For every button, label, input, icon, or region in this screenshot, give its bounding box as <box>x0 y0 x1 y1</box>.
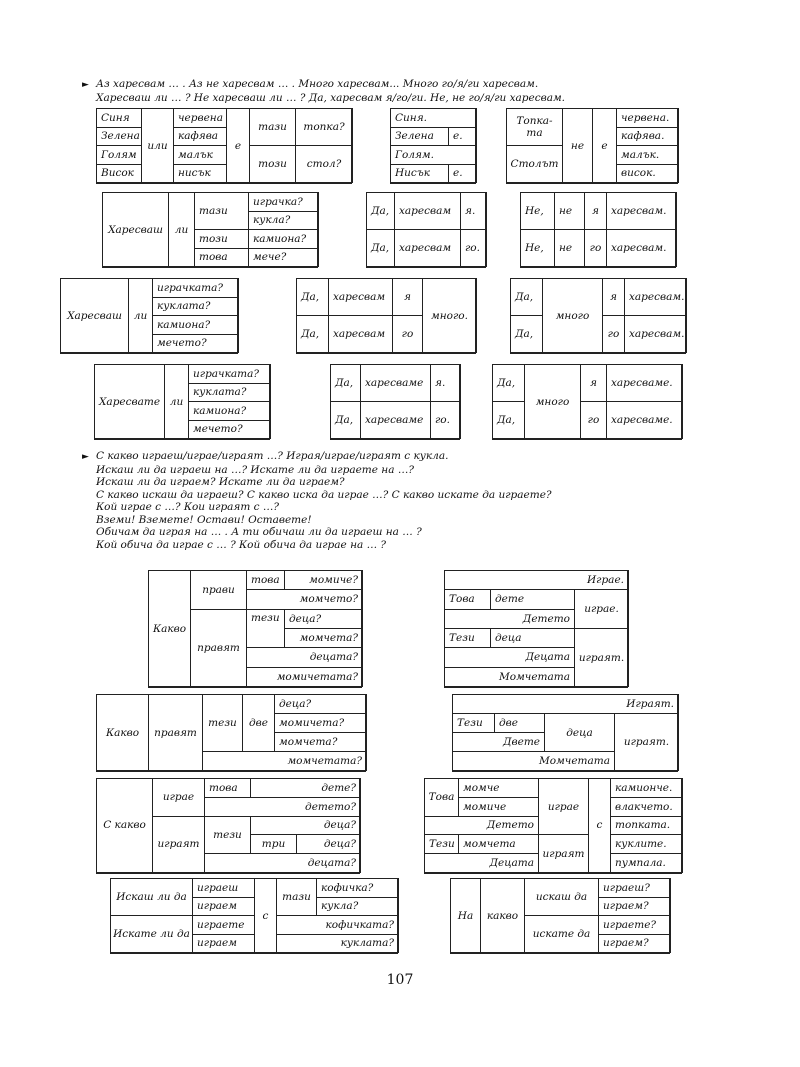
cell: играчка? <box>248 192 319 212</box>
cell: куклата? <box>188 383 271 403</box>
intro-line: Кой обича да играе с … ? Кой обича да играе на … ? <box>96 538 387 551</box>
cell: Висок <box>96 164 142 184</box>
section1-intro <box>82 78 565 104</box>
cell: искате да <box>524 915 599 953</box>
cell: е. <box>448 127 477 147</box>
cell: ли <box>128 278 153 353</box>
table-yes-much-plural <box>492 364 682 440</box>
cell: го <box>392 315 423 353</box>
cell: играем <box>192 934 255 954</box>
cell: Да, <box>492 364 525 402</box>
cell: червена. <box>616 108 679 128</box>
cell: кукла? <box>316 897 399 917</box>
cell: не <box>562 108 593 183</box>
cell: харесваме. <box>606 364 683 402</box>
cell: Детето <box>444 609 575 629</box>
table-negation <box>506 108 678 184</box>
cell: деца <box>490 628 575 648</box>
intro-line: Аз харесвам … . Аз не харесвам … . Много харесвам... Много го/я/ги харесвам. <box>96 78 539 90</box>
cell: харесвам <box>394 229 461 267</box>
cell: го. <box>430 401 461 439</box>
cell: нисък <box>173 164 227 184</box>
cell: деца? <box>296 834 361 854</box>
cell: не <box>554 229 585 267</box>
cell: много. <box>422 278 477 353</box>
cell: деца? <box>250 816 361 836</box>
cell: е <box>226 108 250 183</box>
cell: пумпала. <box>610 853 683 873</box>
cell: я <box>580 364 607 402</box>
cell: я <box>602 278 625 316</box>
cell: Какво <box>96 694 149 771</box>
cell: играят <box>152 816 205 873</box>
table-what-doing <box>148 570 362 688</box>
cell: играем? <box>598 934 671 954</box>
cell: Това <box>444 589 491 609</box>
cell: момчета? <box>274 732 367 752</box>
cell: червена <box>173 108 227 128</box>
cell: Да, <box>330 401 361 439</box>
intro-line: Харесваш ли … ? Не харесваш ли … ? Да, харесвам я/го/ги. Не, не го/я/ги харесвам. <box>96 91 566 104</box>
cell: играе. <box>574 589 629 629</box>
cell: Синя. <box>390 108 477 128</box>
cell: играеш <box>192 878 255 898</box>
cell: момчето? <box>246 589 363 609</box>
cell: това <box>204 778 251 798</box>
cell: ли <box>164 364 189 439</box>
cell: момчета <box>458 834 539 854</box>
cell: играете? <box>598 915 671 935</box>
cell: кофичката? <box>276 915 399 935</box>
cell: играчката? <box>152 278 239 298</box>
table-question-definite <box>60 278 238 354</box>
cell: харесвам. <box>624 315 687 353</box>
cell: децата? <box>204 853 361 873</box>
cell: Тези <box>424 834 459 854</box>
cell: Да, <box>330 364 361 402</box>
cell: правят <box>190 609 247 687</box>
cell: камионче. <box>610 778 683 798</box>
cell: играят. <box>574 628 629 687</box>
cell: с <box>588 778 611 873</box>
cell: Голям. <box>390 145 477 165</box>
cell: Искате ли да <box>110 915 193 953</box>
cell: харесвам <box>394 192 461 230</box>
cell: това <box>246 570 285 590</box>
table-plays <box>444 570 628 688</box>
cell: Момчетата <box>444 667 575 687</box>
cell: искаш да <box>524 878 599 916</box>
cell: Искаш ли да <box>110 878 193 916</box>
table-on-what <box>450 878 670 954</box>
table-question-plural <box>94 364 270 440</box>
table-question-li <box>102 192 318 268</box>
cell: куклите. <box>610 834 683 854</box>
triangle-bullet-icon: ► <box>82 80 89 90</box>
cell: мече? <box>248 248 319 268</box>
cell: я. <box>460 192 487 230</box>
table-yes-plural <box>330 364 460 440</box>
cell: го <box>602 315 625 353</box>
intro-line: С какво искаш да играеш? С какво иска да играе …? С какво искате да играете? <box>96 488 552 501</box>
cell: момчетата? <box>202 751 367 771</box>
table-play-with <box>424 778 682 874</box>
cell: Да, <box>296 278 329 316</box>
intro-line: Искаш ли да играем? Искате ли да играем? <box>96 476 345 488</box>
cell: харесвам <box>328 315 393 353</box>
cell: харесвам. <box>606 229 677 267</box>
cell: На <box>450 878 481 953</box>
cell: правят <box>148 694 203 771</box>
cell: момичетата? <box>246 667 363 687</box>
cell: с <box>254 878 277 953</box>
cell: Момчетата <box>452 751 615 771</box>
cell: Тези <box>452 713 495 733</box>
cell: топка? <box>295 108 353 146</box>
cell: го <box>580 401 607 439</box>
cell: три <box>250 834 297 854</box>
cell: камиона? <box>188 401 271 421</box>
cell: играем? <box>598 897 671 917</box>
cell: Харесваш <box>60 278 129 353</box>
cell: малък <box>173 145 227 165</box>
cell: кофичка? <box>316 878 399 898</box>
cell: Децата <box>424 853 539 873</box>
cell: деца? <box>274 694 367 714</box>
cell: камиона? <box>248 229 319 249</box>
cell: Да, <box>366 192 395 230</box>
table-play-two <box>452 694 678 772</box>
cell: е. <box>448 164 477 184</box>
cell: играе <box>152 778 205 817</box>
cell: много <box>524 364 581 439</box>
cell: харесваме. <box>606 401 683 439</box>
intro-line: Искаш ли да играеш на …? Искате ли да играете на …? <box>96 463 414 476</box>
cell: Не, <box>520 192 555 230</box>
intro-line: Вземи! Вземете! Остави! Оставете! <box>96 513 312 526</box>
cell: кафява. <box>616 127 679 147</box>
page-number: 107 <box>386 972 414 988</box>
table-color-size <box>96 108 352 184</box>
cell: момче <box>458 778 539 798</box>
cell: Зелена <box>96 127 142 147</box>
cell: мечето? <box>188 420 271 440</box>
triangle-bullet-icon: ► <box>82 452 89 462</box>
table-short-answer <box>390 108 476 184</box>
cell: Да, <box>296 315 329 353</box>
cell: прави <box>190 570 247 610</box>
intro-line: Кой играе с …? Кои играят с …? <box>96 501 280 513</box>
cell: Това <box>424 778 459 817</box>
cell: тези <box>246 609 285 649</box>
cell: го. <box>460 229 487 267</box>
cell: не <box>554 192 585 230</box>
table-want-to-play <box>110 878 398 954</box>
cell: Да, <box>366 229 395 267</box>
cell: дете <box>490 589 575 609</box>
table-with-what <box>96 778 360 874</box>
cell: Да, <box>510 278 543 316</box>
cell: Не, <box>520 229 555 267</box>
cell: играят <box>538 834 589 873</box>
cell: тази <box>276 878 317 916</box>
cell: висок. <box>616 164 679 184</box>
cell: тези <box>202 694 243 752</box>
cell: какво <box>480 878 525 953</box>
cell: куклата? <box>276 934 399 954</box>
table-yes-much-2 <box>510 278 686 354</box>
cell: две <box>494 713 545 733</box>
cell: малък. <box>616 145 679 165</box>
cell: Играе. <box>444 570 629 590</box>
cell: мечето? <box>152 334 239 354</box>
cell: стол? <box>295 145 353 183</box>
cell: този <box>249 145 296 183</box>
cell: Нисък <box>390 164 449 184</box>
cell: я. <box>430 364 461 402</box>
cell: Топка-та <box>506 108 563 146</box>
cell: децата? <box>246 647 363 667</box>
cell: С какво <box>96 778 153 873</box>
cell: или <box>141 108 174 183</box>
cell: влакчето. <box>610 797 683 817</box>
cell: топката. <box>610 816 683 836</box>
intro-line: Обичам да играя на … . А ти обичаш ли да играеш на … ? <box>96 526 422 538</box>
cell: дете? <box>250 778 361 798</box>
table-yes-answer <box>366 192 486 268</box>
table-yes-much <box>296 278 476 354</box>
cell: Харесвате <box>94 364 165 439</box>
cell: Тези <box>444 628 491 648</box>
cell: я <box>584 192 607 230</box>
cell: камиона? <box>152 315 239 335</box>
cell: Да, <box>492 401 525 439</box>
cell: деца? <box>284 609 363 629</box>
cell: Столът <box>506 145 563 183</box>
cell: играе <box>538 778 589 835</box>
cell: кукла? <box>248 211 319 231</box>
table-no-answer <box>520 192 676 268</box>
cell: играчката? <box>188 364 271 384</box>
cell: играят. <box>614 713 679 771</box>
cell: играете <box>192 915 255 935</box>
cell: куклата? <box>152 297 239 317</box>
cell: момичета? <box>274 713 367 733</box>
cell: харесвам. <box>606 192 677 230</box>
cell: деца <box>544 713 615 752</box>
cell: тези <box>204 816 251 855</box>
cell: Двете <box>452 732 545 752</box>
cell: го <box>584 229 607 267</box>
cell: играем <box>192 897 255 917</box>
cell: много <box>542 278 603 353</box>
cell: две <box>242 694 275 752</box>
table-what-do-two <box>96 694 366 772</box>
cell: Какво <box>148 570 191 687</box>
cell: харесваме <box>360 401 431 439</box>
section2-intro <box>82 450 552 551</box>
cell: този <box>194 229 249 249</box>
cell: кафява <box>173 127 227 147</box>
cell: тази <box>194 192 249 230</box>
cell: тази <box>249 108 296 146</box>
cell: Да, <box>510 315 543 353</box>
cell: момчета? <box>284 628 363 648</box>
cell: Харесваш <box>102 192 169 267</box>
cell: харесваме <box>360 364 431 402</box>
cell: Синя <box>96 108 142 128</box>
cell: харесвам. <box>624 278 687 316</box>
cell: детето? <box>204 797 361 817</box>
cell: я <box>392 278 423 316</box>
cell: ли <box>168 192 195 267</box>
intro-line: С какво играеш/играе/играят …? Играя/играе/играят с кукла. <box>96 450 449 462</box>
cell: Детето <box>424 816 539 836</box>
cell: е <box>592 108 617 183</box>
cell: харесвам <box>328 278 393 316</box>
cell: Голям <box>96 145 142 165</box>
cell: Играят. <box>452 694 679 714</box>
cell: момиче? <box>284 570 363 590</box>
cell: момиче <box>458 797 539 817</box>
cell: това <box>194 248 249 268</box>
cell: играеш? <box>598 878 671 898</box>
cell: Децата <box>444 647 575 667</box>
cell: Зелена <box>390 127 449 147</box>
